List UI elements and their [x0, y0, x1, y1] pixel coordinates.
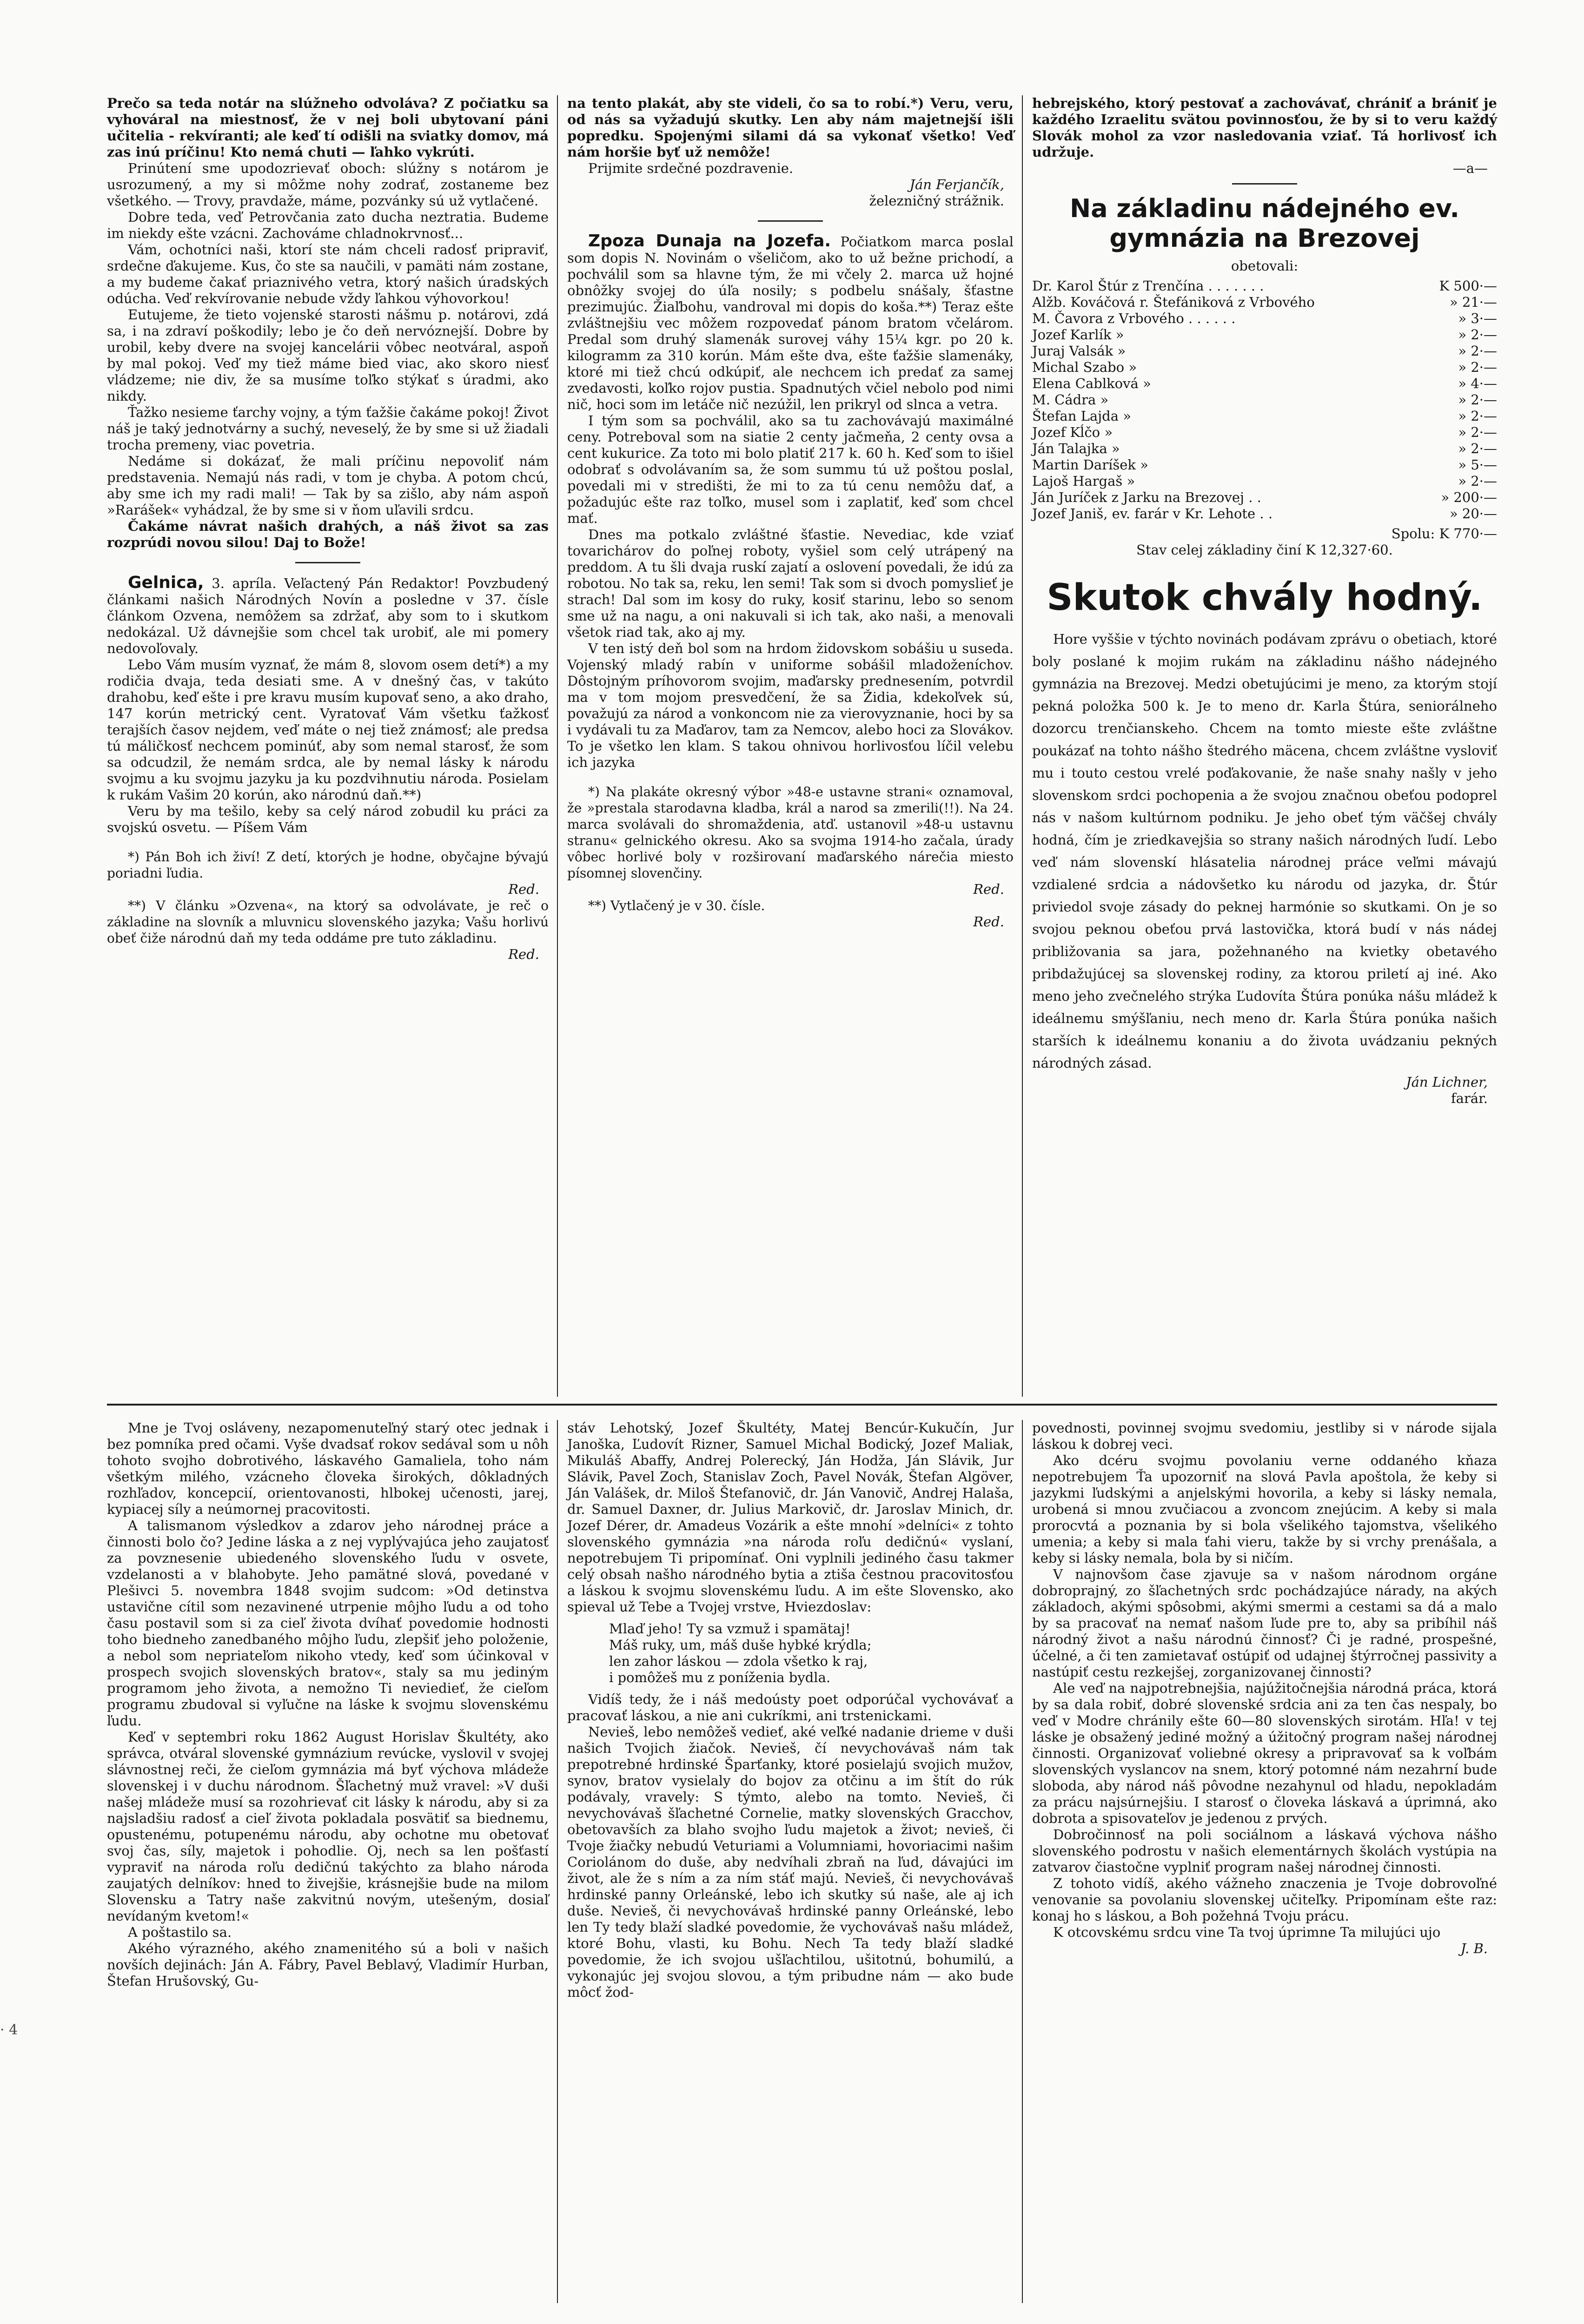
donor-name: Michal Szabo »	[1032, 359, 1137, 375]
footnote: *) Pán Boh ich živí! Z detí, ktorých je hodne, obyčajne bývajú poriadni ľudia.	[107, 849, 549, 881]
letter-paragraph: Z tohoto vidíš, akého vážneho znaczenia je Tvoje dobrovoľné venovanie sa povolaniu slovenskej učiteľky. Pripomínam ešte raz: konaj ho s láskou, a Boh požehná Tvoju prácu.	[1032, 1875, 1497, 1924]
article-signer: Ján Lichner,	[1406, 1074, 1488, 1090]
gelnica-lead	[107, 574, 549, 657]
article-title: Skutok chvály hodný.	[1047, 577, 1483, 619]
footnote-signature: Red.	[973, 881, 1004, 897]
letter-paragraph: K otcovskému srdcu vine Ta tvoj úprimne Ta milujúci ujo	[1053, 1924, 1441, 1940]
donor-row	[1032, 489, 1497, 506]
fund-state: Stav celej základiny činí K 12,327·60.	[1136, 542, 1393, 558]
article-paragraph: Dobre teda, veď Petrovčania zato ducha neztratia. Budeme im niekdy ešte vzácni. Zachováme chladnokrvnosť...	[107, 209, 549, 241]
dateline: Zpoza Dunaja na Jozefa.	[588, 231, 831, 251]
article-paragraph: Veru by ma tešilo, keby sa celý národ zobudil ku práci za svojskú osvetu. — Píšem Vám	[107, 803, 549, 835]
article-signature: —a—	[1452, 160, 1488, 176]
donor-amount: » 2·—	[1458, 473, 1497, 489]
letter-paragraph: Keď v septembri roku 1862 August Horislav Škultéty, ako správca, otváral slovenské gymnázium revúcke, vyslovil v svojej slávnostnej reči, že cieľom gymnázia má byť výchova mládeže slovenskej i v duchu národnom. Šľachetný muž vravel: »V duši našej mládeže musí sa rozohrievať cit lásky k národu, aby si za najsladšiu radosť a cieľ života pokladala posvätiť sa biednemu, opustenému, potupenému národu, aby ochotne mu obetovať svoj čas, síly, majetok i pohodlie. Oj, nech sa len pošťastí vypraviť na národa roľu dedičnú takýchto za blaho národa zaujatých delníkov: hned to živejšie, krásnejšie bude na milom Slovensku a Tatry naše zakvitnú novým, utešeným, dosiaľ nevídaným kvetom!«	[107, 1729, 549, 1924]
donor-amount: » 2·—	[1458, 343, 1497, 359]
donor-name: Elena Cablková »	[1032, 376, 1151, 391]
letter-paragraph: Ale veď na najpotrebnejšia, najúžitočnejšia národná práca, ktorá by sa dala robiť, dobré slovenské srdcia ani za ten čas nespaly, bo veď v Modre chránily ešte 60—80 slovenských sirotám. Hľa! v tej láske je obsažený jediné možný a úžitočný program našej národnej činnosti. Organizovať voliebné okresy a pripravovať sa k voľbám slovenských vyslancov na snem, ktorý potomné nám nezahrní bude sloboda, aby národ náš pôvodne nezahynul od hladu, nepokladám za prácu najsúrnejšiu. I starosť o človeka láskavá a úprimná, ako dobrota a spisovateľov je jedenou z prvých.	[1032, 1680, 1497, 1826]
donor-amount: » 21·—	[1449, 294, 1497, 310]
donor-amount: » 2·—	[1458, 327, 1497, 343]
poem-line: len zahor láskou — zdola všetko k raj,	[609, 1653, 868, 1669]
donor-amount: » 2·—	[1458, 408, 1497, 424]
fund-title: Na základinu nádejného ev. gymnázia na Brezovej	[1069, 194, 1460, 253]
article-paragraph: Lebo Vám musím vyznať, že mám 8, slovom osem detí*) a my rodičia dvaja, teda desiati sme. A v dnešný čas, v takúto drahobu, keď ešte i pre kravu musím kupovať seno, a ako draho, 147 korún metrický cent. Vyratovať Vám všetku ťažkosť terajších časov nejdem, veď máte o nej tiež známosť; ale predsa tú máličkosť nechcem pominúť, aby som nemal starosť, že som sa odcudzil, že nemám srdca, ale by nemal lásky k národu svojmu a ku svojmu jazyku ja ku pozdvihnutiu národa. Posielam k rukám Vašim 20 korún, ako národnú daň.**)	[107, 657, 549, 803]
article-paragraph: Hore vyššie v týchto novinách podávam zprávu o obetiach, ktoré boly poslané k mojim rukám na základinu nášho nádejného gymnázia na Brezovej. Medzi obetujúcimi je meno, za ktorým stojí pekná položka 500 k. Je to meno dr. Karla Štúra, seniorálneho dozorcu trenčianskeho. Chcem na tomto mieste ešte zvláštne poukázať na tohto nášho štedrého mäcena, chcem zvláštne vysloviť mu i touto cestou vrelé poďakovanie, že naše snahy našly v jeho slovenskom srdci pochopenia a že svojou značnou obeťou podoprel nás v našom kultúrnom podniku. Je jeho obeť tým väčšej chvály hodná, čím je zriedkavejšia so strany našich národných ľudí. Lebo veď nám slovenskí hlásatelia národnej práce veľmi mávajú vzdialené srdcia a nádovšetko ku národu od jazyka, dr. Štúr priviedol svoje zásady do peknej harmónie so skutkami. On je so svojou peknou obeťou prvá lastovička, ktorá budí v nás nádej približovania sa jara, požehnaného na kvietky obetavého pribdažujúcej sa slovenskej rodiny, za ktorou priletí aj iné. Ako meno jeho zvečnelého strýka Ľudovíta Štúra ponúka nášu mládež k ideálnemu smýšľaniu, nech meno dr. Karla Štúra ponúka našich starších k ideálnemu konaniu a do života uvádzaniu pekných národných zásad.	[1032, 631, 1497, 1071]
donor-row	[1032, 294, 1497, 310]
signer-role: železničný strážnik.	[869, 193, 1004, 209]
donor-name: Lajoš Hargaš »	[1032, 473, 1135, 489]
letter-paragraph: stáv Lehotský, Jozef Škultéty, Matej Bencúr-Kukučín, Jur Janoška, Ľudovít Rizner, Samuel Michal Bodický, Jozef Maliak, Mikuláš Abaffy, Andrej Polerecký, Ján Hodža, Ján Slávik, Jur Slávik, Pavel Zoch, Stanislav Zoch, Pavel Novák, Štefan Algöver, Ján Valášek, dr. Miloš Štefanovič, dr. Ján Vanovič, Andrej Halaša, dr. Samuel Daxner, dr. Julius Markovič, dr. Jaroslav Minich, dr. Jozef Dérer, dr. Amadeus Vozárik a ešte mnohí »delníci« z tohto slovenského gymnázia »na národa roľu dedičnú« vyslaní, nepotrebujem Ti pripomínať. Oni vyplnili jediného času takmer celý obsah našho národného bytia a ztiša čestnou pracovitosťou a láskou k svojmu slovenskému ľudu. A im ešte Slovensko, ako spieval už Tebe a Tvojej vrstve, Hviezdoslav:	[567, 1420, 1014, 1615]
donor-name: M. Cádra »	[1032, 392, 1109, 408]
donor-name: Ján Juríček z Jarku na Brezovej . .	[1032, 489, 1261, 505]
column-divider	[1022, 95, 1023, 1397]
donor-row	[1032, 408, 1497, 424]
article-paragraph: Čakáme návrat našich drahých, a náš život sa zas rozprúdi novou silou! Daj to Bože!	[107, 518, 549, 550]
donor-amount: » 3·—	[1458, 310, 1497, 326]
footnote: *) Na plakáte okresný výbor »48-e ustavne strani« oznamoval, že »prestala starodavna kladba, král a narod sa zmerili(!!). Na 24. marca svolávali do shromaždenia, atď. ustanovil »48-u ustavnu stranu« gelnického okresu. Ako sa svojma 1914-ho začala, úrady vôbec horlivé boly v rozširovaní maďarského nárečia miesto písomnej slovenčiny.	[567, 784, 1014, 881]
donor-name: Martin Daríšek »	[1032, 457, 1148, 473]
letter-paragraph: povednosti, povinnej svojmu svedomiu, jestliby si v národe sijala láskou k dobrej veci.	[1032, 1420, 1497, 1452]
donor-amount: K 500·—	[1439, 278, 1497, 294]
letter-paragraph: Akého výrazného, akého znamenitého sú a boli v našich novších dejinách: Ján A. Fábry, Pavel Beblavý, Vladimír Hurban, Štefan Hrušovský, Gu-	[107, 1941, 549, 1989]
section-divider	[107, 1404, 1497, 1406]
article-paragraph: na tento plakát, aby ste videli, čo sa to robí.*) Veru, veru, od nás sa vyžadujú skutky. Len aby nám majetnejší išli popredku. Spojenými silami dá sa vykonať všetko! Veď nám horšie byť už nemôže!	[567, 95, 1014, 160]
donor-amount: » 2·—	[1458, 392, 1497, 408]
column-divider	[557, 95, 558, 1397]
letter-paragraph: Mne je Tvoj osláveny, nezapomenuteľný starý otec jednak i bez pomníka pred očami. Vyše dvadsať rokov sedával som u nôh tohoto svojho dobrotivého, láskavého Gamaliela, toho nám všetkým milého, vzácneho človeka širokých, dôkladných rozhľadov, koncepcií, orientovanosti, hlbokej učenosti, jarej, kypiacej síly a neúmornej pracovitosti.	[107, 1420, 549, 1517]
footnote-signature: Red.	[973, 914, 1004, 930]
article-paragraph: Vám, ochotníci naši, ktorí ste nám chceli radosť pripraviť, srdečne ďakujeme. Kus, čo ste sa naučili, v pamäti nám zostane, a my budeme čakať priaznivého vetra, ktorý našich úradských odúcha. Veď rekvírovanie nebude vždy ľahkou výhovorkou!	[107, 242, 549, 306]
zpoza-lead	[567, 233, 1014, 413]
letter-paragraph: Ako dcéru svojmu povolaniu verne oddaného kňaza nepotrebujem Ťa upozorniť na slová Pavla apoštola, že keby si jazykmi ľudskými a anjelskými hovorila, a keby si lásky nemala, urobená si mnou zvučiacou a zvoncom znejúcim. A keby si mala prorocvtá a poznania by si bola všelikého tajomstva, všelikého umenia; a keby si mala ťahi vieru, takže by si vrchy prenášala, a keby si lásky nemala, bola by si ničím.	[1032, 1452, 1497, 1566]
donor-name: M. Čavora z Vrbového . . . . . .	[1032, 310, 1236, 326]
donor-row	[1032, 278, 1497, 294]
donor-row	[1032, 327, 1497, 343]
bottom-column-1	[107, 1420, 549, 1989]
article-paragraph: Dnes ma potkalo zvláštné šťastie. Nevediac, kde vziať tovarichárov do poľnej roboty, vyšiel som celý utrápený na preddom. A tu šli dvaja ruskí zajatí a oslovení povedali, že idú za robotou. No tak sa, reku, len semi! Tak som si dvoch pomyslieť je strach! Dal som im kosy do ruky, kosiť starinu, lebo so senom sme už na nagu, a oni nakuvali si ich tak, ako naši, a menovali všetok riad tak, ako aj my.	[567, 527, 1014, 640]
donor-row	[1032, 441, 1497, 457]
donor-name: Jozef Kĺčo »	[1032, 424, 1113, 440]
letter-paragraph: V najnovšom čase zjavuje sa v našom národnom orgáne dobroprajný, zo šľachetných srdc pochádzajúce nárady, na akých základoch, akými spôsobmi, akými smermi a cestami sa dá a malo by sa pracovať na nemať našom ľude pre to, aby sa pribíhil náš národný život a našu národnú činnosť? Či je radné, prospešné, účelné, a či ten zamietavať ostúpiť od udajnej štýrročnej passivity a nastúpiť cestu rezkejšej, zorganizovanej činnosti?	[1032, 1566, 1497, 1680]
column-divider	[557, 1420, 558, 2303]
letter-paragraph: Vidíš tedy, že i náš medoústy poet odporúčal vychovávať a pracovať láskou, a nie ani cukríkmi, ani trstenickami.	[567, 1691, 1014, 1723]
article-paragraph: hebrejského, ktorý pestovať a zachovávať, chrániť a brániť je každého Izraelitu svätou povinnosťou, že by si to veru každý Slovák mohol za vzor nasledovania vziať. Tá horlivosť ich udržuje.	[1032, 95, 1497, 160]
donor-row	[1032, 424, 1497, 441]
article-paragraph: Prinútení sme upodozrievať oboch: slúžny s notárom je usrozumený, a my si môžme nohy zodrať, zostaneme bez všetkého. — Trovy, pravdaže, máme, pozvánky sú už vytlačené.	[107, 160, 549, 209]
letter-paragraph: A talismanom výsledkov a zdarov jeho národnej práce a činnosti bolo čo? Jedine láska a z nej vyplývajúca jeho zaujatosť za povznesenie ubiedeného slovenského ľudu v osvete, vzdelanosti a v blahobyte. Jeho pamätné slová, povedané v Plešivci 5. novembra 1848 svojim sudcom: »Od detinstva ustavične cítil som nezavinené utrpenie môjho ľudu a od toho času postavil som si za cieľ života dvíhať povedomie hodnosti toho biedneho zanedbaného môjho ľudu, zlepšiť jeho položenie, a nebol som nepriateľom nikoho vtedy, keď som účinkoval v prospech svojich slovenských bratov«, staly sa mu jediným programom jeho života, a nemožno Ti neviedieť, že cieľom programu zbudoval si vyľučne na láske k svojmu slovenskému ľudu.	[107, 1518, 549, 1729]
donor-amount: » 200·—	[1441, 489, 1497, 505]
newspaper-page	[107, 95, 1497, 2324]
donor-row	[1032, 392, 1497, 408]
donor-amount: » 5·—	[1458, 457, 1497, 473]
donor-amount: » 2·—	[1458, 424, 1497, 440]
article-paragraph: V ten istý deň bol som na hrdom židovskom sobášiu u suseda. Vojenský mladý rabín v uniforme sobášil mladoženíchov. Dôstojným príhovorom svojim, maďarsky prednesením, potvrdil ma v tom mojom presvedčení, že sa Židia, kdekoľvek sú, považujú za národ a vonkoncom nie za vierovyznanie, hoci by sa i vydávali tu za Maďarov, tam za Nemcov, alebo hoci za Slovákov. To je všetko len klam. S takou ohnivou horlivosťou líčil velebu ich jazyka	[567, 640, 1014, 770]
article-paragraph: Eutujeme, že tieto vojenské starosti nášmu p. notárovi, zdá sa, i na zdraví poškodily; lebo je čo deň nervóznejší. Dobre by urobil, keby dvere na svojej kancelárii vôbec neotváral, aspoň by mal pokoj. Veď my tiež máme bied viac, ako skoro niesť vládzeme; nie div, že sa musíme toľko stýkať s úradmi, ako nikdy.	[107, 307, 549, 404]
footnote-signature: Red.	[508, 946, 539, 962]
donor-name: Štefan Lajda »	[1032, 408, 1131, 424]
footnote: **) V článku »Ozvena«, na ktorý sa odvolávate, je reč o základine na slovník a mluvnicu slovenského jazyka; Vašu horlivú obeť čiže národnú daň my teda oddáme pre tuto základinu.	[107, 898, 549, 946]
donor-row	[1032, 343, 1497, 359]
donor-amount: » 2·—	[1458, 359, 1497, 375]
lead-text: Počiatkom marca poslal som dopis N. Novinám o všeličom, ako to už bežne prichodí, a pochválil som sa hlavne tým, že mi včely 2. marca už hojné obnôžky svojej do úľa nosily; s podbelu snášaly, šťastne prezimujúc. Žiaľbohu, vandroval mi dopis do koša.**) Teraz ešte zvláštnejšiu vec môžem rozpovedať pánom bratom včelárom. Predal som druhý slamenák surovej váhy 15¼ kgr. po 20 k. kilogramm za 310 korún. Mám ešte dva, ešte ťažšie slamenáky, ktoré mi tiež chcú odkúpiť, ale nechcem ich predať za samej zvedavosti, koľko rojov pustia. Spadnutých včiel nebolo pod nimi nič, hoci som im letáče nič nezúžil, len prikryl od slnca a vetra.	[567, 234, 1014, 412]
column-2	[567, 95, 1014, 930]
donor-name: Jozef Janiš, ev. farár v Kr. Lehote . .	[1032, 506, 1273, 522]
article-signer-role: farár.	[1451, 1090, 1488, 1106]
letter-paragraph: Nevieš, lebo nemôžeš vedieť, aké veľké nadanie drieme v duši našich Tvojich žiačok. Nevieš, čí nevychovávaš nám tak prepotrebné hrdinské Šparťanky, ktoré posielajú svojich mužov, synov, bratov vysielaly do bojov za otčinu a im štít do rúk podávaly, vravely: S týmto, alebo na tomto. Nevieš, či nevychovávaš šľachetné Cornelie, matky slovenských Gracchov, obetovavších za blaho svojho ľudu majetok a život; nevieš, či Tvoje žiačky nebudú Veturiami a Volumniami, hovoriacimi našim Coriolánom do duše, aby nedvíhali zbraň na ľud, dávajúci im život, ale že s ním a za ním stáť majú. Nevieš, či nevychovávaš hrdinské panny Orleánské, lebo ich skutky sú naše, ale aj ich duše. Nevieš, či nevychovávaš hrdinské panny Orleánské, lebo len Ty tedy blaží sladké povedomie, že vychovávaš našu mládež, ktoré Bohu, vlasti, ku Bohu. Nech Ta tedy blaží sladké povedomie, že ich svojou ušľachtilou, ušitotnú, bohumilú, a vykonajúc jej svojou slovou, a tým pribudne nám — ako bude môcť žod-	[567, 1724, 1014, 2000]
letter-paragraph: Dobročinnosť na poli sociálnom a láskavá výchova nášho slovenského podrostu v našich elementárnych školách vystúpia na zatvarov čiastočne vyplniť program našej národnej činnosti.	[1032, 1827, 1497, 1875]
donor-amount: » 4·—	[1458, 376, 1497, 391]
bottom-column-3	[1032, 1420, 1497, 1957]
donor-name: Jozef Karlík »	[1032, 327, 1124, 343]
donor-name: Dr. Karol Štúr z Trenčína . . . . . . .	[1032, 278, 1264, 294]
donor-row	[1032, 457, 1497, 473]
divider	[295, 562, 360, 563]
column-3	[1032, 95, 1497, 1107]
footnote-signature: Red.	[508, 881, 539, 897]
lead-text: 3. apríla. Veľactený Pán Redaktor! Povzbudený článkami našich Národných Novín a posledne v 37. čísle článkom Ozvena, nemôžem sa zdržať, aby som to i skutkom nedokázal. Už dávnejšie som chcel tak urobiť, ale mi pomery nedovoľovaly.	[107, 575, 549, 656]
article-paragraph: I tým som sa pochválil, ako sa tu zachovávajú maximálné ceny. Potreboval som na siatie 2 centy jačmeňa, 2 centy ovsa a cent kukurice. Za toto mi bolo platiť 217 k. 60 h. Keď som to išiel odobrať s odvolávaním sa, že som summu tú už poštou poslal, povedali mi v stredišti, že mi to za tú cenu nemôžu dať, a požadujúc ešte raz toľko, musel som i zaplatiť, keď som chcel mať.	[567, 413, 1014, 526]
article-paragraph: Prečo sa teda notár na slúžneho odvoláva? Z počiatku sa vyhováral na miestnosť, že v nej boli ubytovaní páni učitelia - rekvíranti; ale keď tí odišli na sviatky domov, má zas inú príčinu! Kto nemá chuti — ľahko vykrúti.	[107, 95, 549, 160]
divider	[1232, 183, 1297, 185]
column-divider	[1022, 1420, 1023, 2303]
letter-paragraph: A poštastilo sa.	[128, 1924, 232, 1940]
article-paragraph: Ťažko nesieme ťarchy vojny, a tým ťažšie čakáme pokoj! Život náš je taký jednotvárny a suchý, neveselý, že by sme si už žiadali trocha premeny, viac povetria.	[107, 404, 549, 453]
donor-amount: » 20·—	[1449, 506, 1497, 522]
donor-name: Juraj Valsák »	[1032, 343, 1126, 359]
donor-name: Alžb. Kováčová r. Štefániková z Vrbového	[1032, 294, 1315, 310]
margin-marks: · 4	[0, 2022, 18, 2038]
donor-row	[1032, 310, 1497, 327]
greeting: Prijmite srdečné pozdravenie.	[588, 160, 794, 176]
donor-name: Ján Talajka »	[1032, 441, 1120, 456]
bottom-column-2	[567, 1420, 1014, 2000]
donor-amount: » 2·—	[1458, 441, 1497, 456]
donor-row	[1032, 473, 1497, 489]
donor-row	[1032, 376, 1497, 392]
divider	[758, 220, 823, 222]
fund-subtitle: obetovali:	[1231, 258, 1299, 274]
poem-line: Máš ruky, um, máš duše hybké krýdla;	[609, 1637, 872, 1653]
poem	[609, 1621, 1014, 1686]
donor-row	[1032, 506, 1497, 522]
signer: Ján Ferjančík,	[909, 177, 1004, 192]
article-paragraph: Nedáme si dokázať, že mali príčinu nepovoliť nám predstavenia. Nemajú nás radi, v tom je chyba. A potom chcú, aby sme ich my radi mali! — Tak by sa zišlo, aby nám aspoň »Rarášek« vyhádzal, že by sme si v ňom uľavili srdcu.	[107, 453, 549, 518]
letter-signature: J. B.	[1460, 1941, 1488, 1956]
poem-line: i pomôžeš mu z poníženia bydla.	[609, 1670, 831, 1685]
fund-total: Spolu: K 770·—	[1391, 526, 1497, 541]
dateline: Gelnica,	[128, 573, 204, 592]
donor-row	[1032, 359, 1497, 376]
donor-list	[1032, 278, 1497, 522]
poem-line: Mlaď jeho! Ty sa vzmuž i spamätaj!	[609, 1621, 851, 1637]
footnote: **) Vytlačený je v 30. čísle.	[588, 898, 765, 913]
column-1	[107, 95, 549, 963]
